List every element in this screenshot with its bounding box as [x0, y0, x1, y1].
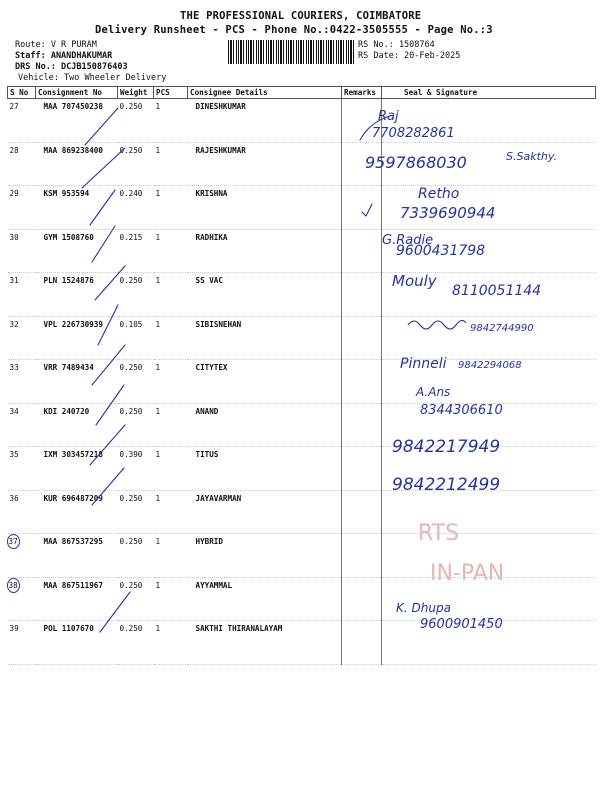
row-signature — [382, 447, 596, 491]
row-consignment: MAA 869238400 — [36, 142, 118, 186]
row-sno — [8, 534, 36, 578]
sig33-name: Pinneli — [400, 356, 447, 372]
row-signature — [382, 273, 596, 317]
row-consignment: GYM 1508760 — [36, 229, 118, 273]
row-weight: 0.250 — [118, 577, 154, 621]
sig30-name: G.Radie — [382, 233, 434, 248]
row-pcs: 1 — [154, 273, 188, 317]
row-sno: 31 — [8, 273, 36, 317]
row-weight: 0.250 — [118, 273, 154, 317]
runsheet-table — [7, 86, 596, 665]
row-signature — [382, 229, 596, 273]
row-pcs: 1 — [154, 186, 188, 230]
row-pcs: 1 — [154, 142, 188, 186]
row-consignee: DINESHKUMAR — [188, 99, 342, 143]
row-signature — [382, 403, 596, 447]
table-row — [8, 621, 596, 665]
company-title: THE PROFESSIONAL COURIERS, COIMBATORE — [180, 10, 422, 22]
row-consignment: MAA 867537295 — [36, 534, 118, 578]
row-sno: 39 — [8, 621, 36, 665]
sig32-phone: 9842744990 — [470, 323, 534, 334]
row-sno: 34 — [8, 403, 36, 447]
row-consignee: RADHIKA — [188, 229, 342, 273]
row-pcs: 1 — [154, 403, 188, 447]
row-remarks — [342, 490, 382, 534]
row-remarks — [342, 360, 382, 404]
col-sno: S No — [8, 87, 36, 99]
col-pcs: PCS — [154, 87, 188, 99]
row-weight: 0.250 — [118, 621, 154, 665]
sig31-name: Mouly — [392, 272, 437, 290]
row-consignee: TITUS — [188, 447, 342, 491]
row-signature — [382, 490, 596, 534]
sig39-phone: 9600901450 — [420, 617, 503, 632]
row-pcs: 1 — [154, 447, 188, 491]
sig35-phone: 9842217949 — [392, 437, 501, 457]
row-weight: 0.215 — [118, 229, 154, 273]
sig28-name: S.Sakthy. — [506, 150, 558, 163]
sig37-stamp: RTS — [418, 521, 460, 546]
row-remarks — [342, 273, 382, 317]
row-signature — [382, 316, 596, 360]
route-label: Route: V R PURAM — [15, 40, 97, 50]
row-pcs: 1 — [154, 316, 188, 360]
table-row — [8, 360, 596, 404]
row-weight: 0.250 — [118, 490, 154, 534]
table-row — [8, 403, 596, 447]
row-consignment: KDI 240720 — [36, 403, 118, 447]
row-consignee: KRISHNA — [188, 186, 342, 230]
row-signature — [382, 534, 596, 578]
row-pcs: 1 — [154, 490, 188, 534]
sig29-phone: 7339690944 — [400, 204, 496, 222]
sig28-phone: 9597868030 — [365, 153, 467, 172]
row-weight: 0.240 — [118, 186, 154, 230]
row-signature — [382, 360, 596, 404]
table-row — [8, 577, 596, 621]
col-consignee: Consignee Details — [188, 87, 342, 99]
row-remarks — [342, 316, 382, 360]
sig39-name: K. Dhupa — [396, 601, 451, 615]
table-row — [8, 490, 596, 534]
row-sno: 29 — [8, 186, 36, 230]
row-remarks — [342, 577, 382, 621]
table-row — [8, 229, 596, 273]
row-consignee: RAJESHKUMAR — [188, 142, 342, 186]
row-pcs: 1 — [154, 360, 188, 404]
row-sno: 28 — [8, 142, 36, 186]
table-row — [8, 273, 596, 317]
row-consignment: KSM 953594 — [36, 186, 118, 230]
table-row — [8, 316, 596, 360]
row-pcs: 1 — [154, 577, 188, 621]
row-sno: 33 — [8, 360, 36, 404]
row-pcs: 1 — [154, 229, 188, 273]
row-sno: 35 — [8, 447, 36, 491]
col-weight: Weight — [118, 87, 154, 99]
row-sno — [8, 577, 36, 621]
col-consignment: Consignment No — [36, 87, 118, 99]
row-sno: 27 — [8, 99, 36, 143]
rs-number: RS No.: 1508764 — [358, 40, 435, 50]
row-remarks — [342, 229, 382, 273]
row-consignment: VPL 226730939 — [36, 316, 118, 360]
col-seal-signature: Seal & Signature — [382, 87, 596, 99]
row-consignee: SAKTHI THIRANALAYAM — [188, 621, 342, 665]
barcode — [228, 40, 354, 64]
sig29-name: Retho — [418, 186, 460, 202]
drs-number: DRS No.: DCJB150876403 — [15, 62, 128, 72]
row-consignment: POL 1107670 — [36, 621, 118, 665]
staff-label: Staff: ANANDHAKUMAR — [15, 51, 113, 61]
row-weight: 0.250 — [118, 142, 154, 186]
row-weight: 0.250 — [118, 403, 154, 447]
row-remarks — [342, 534, 382, 578]
circled-sno: 38 — [7, 578, 20, 593]
sig38-stamp: IN-PAN — [430, 561, 505, 586]
row-pcs: 1 — [154, 621, 188, 665]
sig27-name: Raj — [378, 109, 399, 124]
row-signature — [382, 621, 596, 665]
row-remarks — [342, 99, 382, 143]
row-consignment: MAA 707450238 — [36, 99, 118, 143]
circled-sno: 37 — [7, 534, 20, 549]
row-signature — [382, 186, 596, 230]
table-row — [8, 99, 596, 143]
row-remarks — [342, 403, 382, 447]
sig33-phone: 9842294068 — [458, 360, 522, 371]
row-signature — [382, 577, 596, 621]
row-sno: 32 — [8, 316, 36, 360]
table-row — [8, 142, 596, 186]
row-weight: 0.390 — [118, 447, 154, 491]
sig30-phone: 9600431798 — [396, 243, 486, 259]
row-signature — [382, 99, 596, 143]
sig34-name: A.Ans — [416, 385, 451, 399]
row-remarks — [342, 142, 382, 186]
row-consignment: PLN 1524876 — [36, 273, 118, 317]
row-remarks — [342, 621, 382, 665]
row-weight: 0.250 — [118, 99, 154, 143]
sig34-phone: 8344306610 — [420, 403, 503, 418]
row-consignee: JAYAVARMAN — [188, 490, 342, 534]
row-consignment: KUR 696487209 — [36, 490, 118, 534]
row-consignee: SS VAC — [188, 273, 342, 317]
row-pcs: 1 — [154, 534, 188, 578]
row-pcs: 1 — [154, 99, 188, 143]
row-consignee: SIBISNEHAN — [188, 316, 342, 360]
row-weight: 0.250 — [118, 534, 154, 578]
row-remarks — [342, 186, 382, 230]
table-row — [8, 534, 596, 578]
row-consignee: AYYAMMAL — [188, 577, 342, 621]
table-row — [8, 447, 596, 491]
row-consignment: VRR 7489434 — [36, 360, 118, 404]
row-sno: 30 — [8, 229, 36, 273]
sig36-phone: 9842212499 — [392, 475, 501, 495]
row-remarks — [342, 447, 382, 491]
sig31-phone: 8110051144 — [452, 283, 542, 299]
row-signature — [382, 142, 596, 186]
rs-date: RS Date: 20-Feb-2025 — [358, 51, 461, 61]
table-row — [8, 186, 596, 230]
row-weight: 0.250 — [118, 360, 154, 404]
row-consignee: HYBRID — [188, 534, 342, 578]
row-consignment: MAA 867511967 — [36, 577, 118, 621]
row-consignment: IXM 303457218 — [36, 447, 118, 491]
runsheet-title: Delivery Runsheet - PCS - Phone No.:0422-3505555 - Page No.:3 — [95, 24, 493, 36]
row-consignee: CITYTEX — [188, 360, 342, 404]
col-remarks: Remarks — [342, 87, 382, 99]
vehicle-label: Vehicle: Two Wheeler Delivery — [18, 73, 167, 83]
sig27-phone: 7708282861 — [372, 126, 455, 141]
row-weight: 0.105 — [118, 316, 154, 360]
row-consignee: ANAND — [188, 403, 342, 447]
row-sno: 36 — [8, 490, 36, 534]
table-header-row — [8, 87, 596, 99]
